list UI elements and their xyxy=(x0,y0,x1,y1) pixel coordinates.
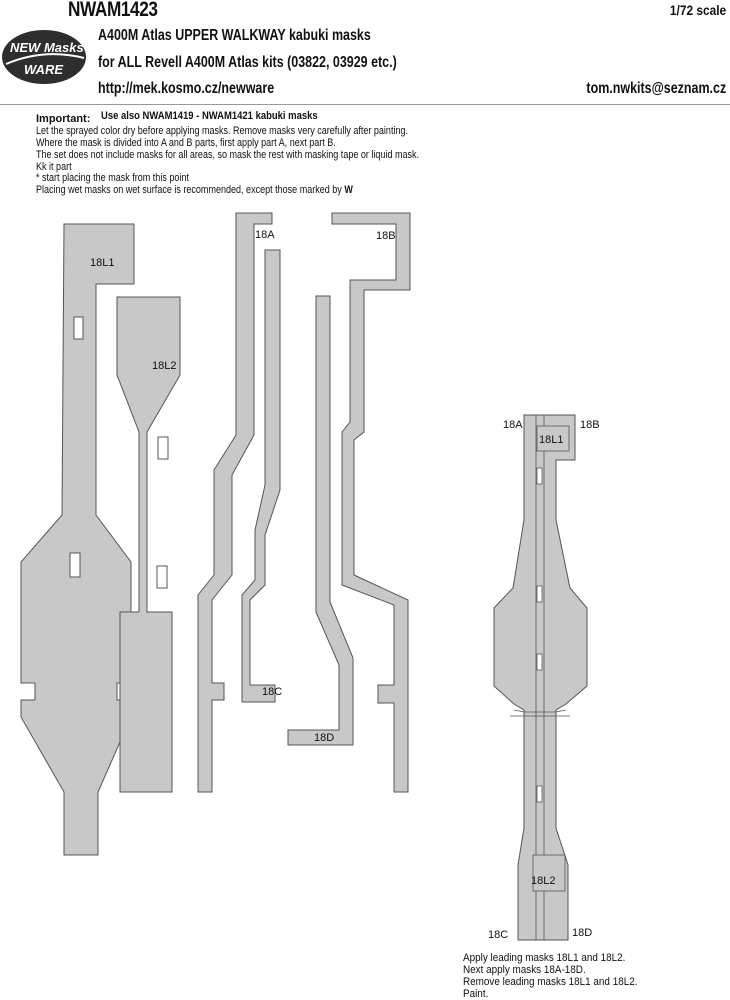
product-code: NWAM1423 xyxy=(68,0,158,21)
hinge-cutout xyxy=(537,468,542,484)
hinge-cutout xyxy=(537,654,542,670)
instruction-line: Kk it part xyxy=(36,161,72,173)
hinge-cutout xyxy=(537,786,542,802)
hinge-cutout xyxy=(157,566,167,588)
diagram-label-18d: 18D xyxy=(572,927,593,939)
diagram-label-18l2: 18L2 xyxy=(531,875,556,887)
mask-label-18l2: 18L2 xyxy=(152,360,177,372)
mask-label-18a: 18A xyxy=(255,229,275,241)
mask-label-18c: 18C xyxy=(262,686,283,698)
footer-step: Apply leading masks 18L1 and 18L2. xyxy=(463,952,626,964)
placement-diagram xyxy=(488,415,600,941)
diagram-label-18c: 18C xyxy=(488,929,509,941)
wet-symbol: W xyxy=(344,184,353,196)
mask-label-18l1: 18L1 xyxy=(90,257,115,269)
see-also-note: Use also NWAM1419 - NWAM1421 kabuki masks xyxy=(101,110,318,122)
wet-note-text: Placing wet masks on wet surface is recommended, except those marked by xyxy=(36,184,342,196)
hinge-cutout xyxy=(74,317,83,339)
diagram-label-18l1: 18L1 xyxy=(539,434,564,446)
mask-label-18b: 18B xyxy=(376,230,396,242)
instruction-line: Where the mask is divided into A and B parts, first apply part A, next part B. xyxy=(36,137,336,149)
instruction-line: Let the sprayed color dry before applying masks. Remove masks very carefully after painting. xyxy=(36,125,408,137)
email-link[interactable]: tom.nwkits@seznam.cz xyxy=(586,80,726,97)
mask-label-18d: 18D xyxy=(314,732,335,744)
footer-step: Next apply masks 18A-18D. xyxy=(463,964,586,976)
hinge-cutout xyxy=(70,553,80,577)
scale-label: 1/72 scale xyxy=(669,2,726,18)
diagram-label-18a: 18A xyxy=(503,419,523,431)
important-label: Important: xyxy=(36,113,91,125)
instruction-line: The set does not include masks for all areas, so mask the rest with masking tape or liquid mask. xyxy=(36,149,420,161)
website-link[interactable]: http://mek.kosmo.cz/newware xyxy=(98,80,275,97)
hinge-cutout xyxy=(158,437,168,459)
logo-text-bottom: WARE xyxy=(24,62,63,77)
instruction-line: * start placing the mask from this point xyxy=(36,172,189,184)
diagram-label-18b: 18B xyxy=(580,419,600,431)
footer-step: Paint. xyxy=(463,988,489,1000)
hinge-cutout xyxy=(537,586,542,602)
footer-step: Remove leading masks 18L1 and 18L2. xyxy=(463,976,638,988)
logo-text-top: NEW Masks xyxy=(10,40,84,55)
product-subtitle: for ALL Revell A400M Atlas kits (03822, 03929 etc.) xyxy=(98,54,397,71)
product-title: A400M Atlas UPPER WALKWAY kabuki masks xyxy=(98,27,371,44)
